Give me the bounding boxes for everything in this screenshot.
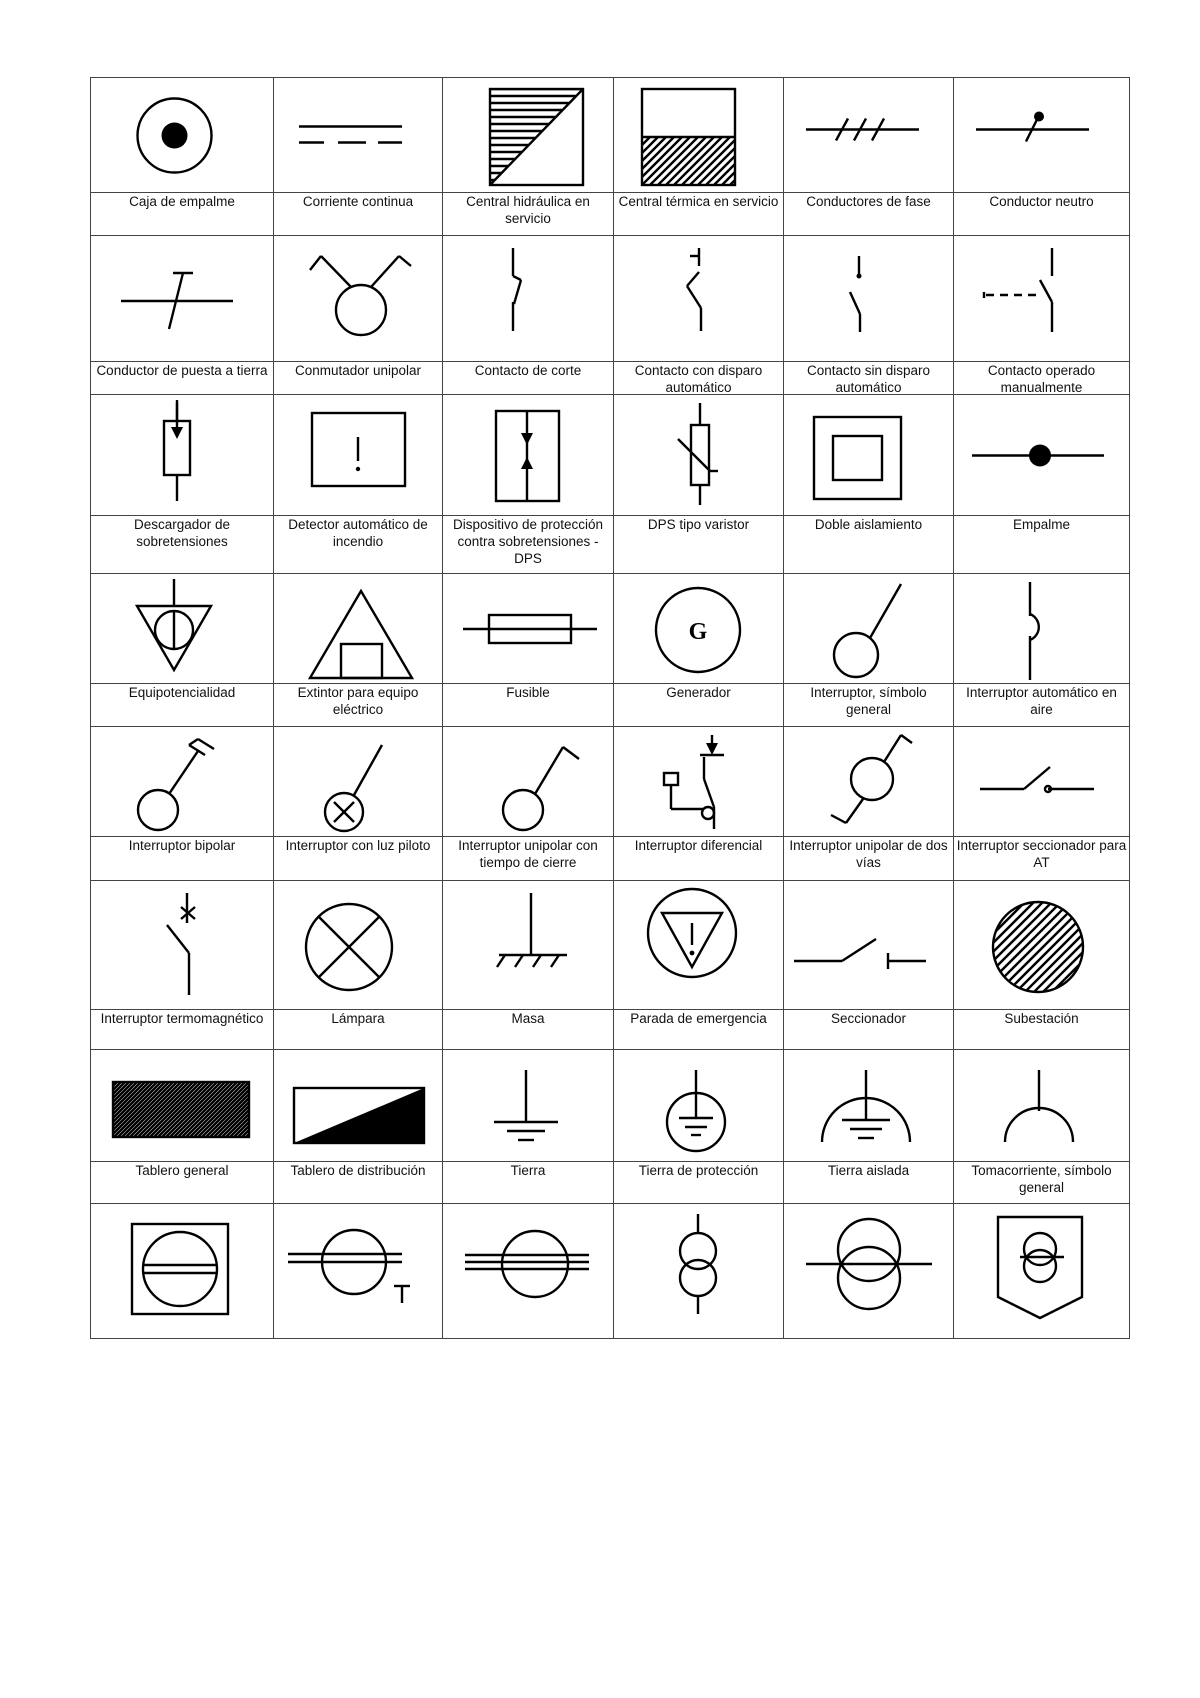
label-cell bbox=[953, 836, 1130, 881]
symbol-label: Conductor neutro bbox=[989, 194, 1094, 209]
label-cell bbox=[953, 515, 1130, 574]
symbol-cell bbox=[783, 394, 954, 516]
auto-trip-contact-icon bbox=[614, 236, 784, 362]
symbol-label: DPS tipo varistor bbox=[647, 517, 750, 532]
symbol-cell bbox=[273, 1049, 443, 1162]
symbol-label: Central hidráulica en servicio bbox=[466, 194, 590, 226]
label-cell bbox=[90, 1161, 274, 1204]
thermal-plant-icon bbox=[614, 78, 784, 193]
label-cell bbox=[442, 515, 614, 574]
symbol-cell bbox=[953, 77, 1130, 193]
symbol-label: Detector automático de incendio bbox=[288, 517, 428, 549]
generator-letter: G bbox=[688, 619, 708, 645]
label-cell bbox=[613, 1161, 784, 1204]
symbol-cell bbox=[442, 235, 614, 362]
symbol-cell bbox=[953, 573, 1130, 684]
outlet-ground-icon bbox=[274, 1204, 443, 1339]
symbol-cell bbox=[783, 235, 954, 362]
symbol-cell bbox=[783, 77, 954, 193]
extinguisher-icon bbox=[274, 574, 443, 684]
symbol-label: Contacto con disparo automático bbox=[634, 363, 763, 395]
symbol-label: Interruptor con luz piloto bbox=[285, 838, 431, 853]
symbol-cell bbox=[90, 573, 274, 684]
symbol-label: Seccionador bbox=[830, 1011, 907, 1026]
symbol-cell bbox=[613, 235, 784, 362]
label-cell bbox=[613, 836, 784, 881]
symbol-label: Interruptor automático en aire bbox=[966, 685, 1117, 717]
label-cell bbox=[90, 683, 274, 727]
label-cell bbox=[613, 683, 784, 727]
symbol-cell bbox=[953, 1049, 1130, 1162]
symbol-cell bbox=[90, 394, 274, 516]
symbol-cell bbox=[442, 573, 614, 684]
symbol-label: Tierra bbox=[510, 1163, 546, 1178]
switch-general-icon bbox=[784, 574, 954, 684]
protective-earth-icon bbox=[614, 1050, 784, 1162]
symbol-label: Interruptor unipolar de dos vías bbox=[789, 838, 948, 870]
symbol-label: Interruptor seccionador para AT bbox=[956, 838, 1127, 870]
symbol-cell bbox=[783, 1049, 954, 1162]
symbol-label: Contacto operado manualmente bbox=[987, 363, 1096, 395]
symbol-label: Fusible bbox=[506, 685, 550, 700]
label-cell bbox=[273, 192, 443, 236]
symbol-cell bbox=[953, 880, 1130, 1010]
symbol-cell bbox=[613, 1203, 784, 1339]
symbol-cell bbox=[273, 880, 443, 1010]
label-cell bbox=[953, 192, 1130, 236]
symbol-label: Dispositivo de protección contra sobretensiones - DPS bbox=[452, 517, 604, 566]
thermomagnetic-breaker-icon bbox=[91, 881, 274, 1010]
label-cell bbox=[783, 1161, 954, 1204]
symbol-cell bbox=[273, 573, 443, 684]
label-cell bbox=[273, 515, 443, 574]
symbol-label: Subestación bbox=[1004, 1011, 1079, 1026]
label-cell bbox=[90, 836, 274, 881]
symbol-label: Descargador de sobretensiones bbox=[133, 517, 231, 549]
symbol-label: Lámpara bbox=[331, 1011, 385, 1026]
hydro-plant-icon bbox=[443, 78, 614, 193]
label-cell bbox=[953, 361, 1130, 395]
hv-disconnect-switch-icon bbox=[954, 727, 1130, 837]
symbol-cell bbox=[953, 1203, 1130, 1339]
symbol-cell bbox=[613, 726, 784, 837]
pilot-light-switch-icon bbox=[274, 727, 443, 837]
symbol-cell bbox=[90, 1203, 274, 1339]
symbol-cell bbox=[442, 1049, 614, 1162]
label-cell bbox=[613, 1009, 784, 1050]
label-cell bbox=[613, 192, 784, 236]
symbol-label: Central térmica en servicio bbox=[618, 194, 779, 209]
label-cell bbox=[442, 361, 614, 395]
symbol-label: Interruptor bipolar bbox=[128, 838, 236, 853]
symbol-label: Conductor de puesta a tierra bbox=[96, 363, 268, 378]
label-cell bbox=[613, 361, 784, 395]
label-cell bbox=[273, 1161, 443, 1204]
label-cell bbox=[442, 192, 614, 236]
label-cell bbox=[783, 683, 954, 727]
symbol-label: Tierra de protección bbox=[638, 1163, 759, 1178]
symbol-cell bbox=[273, 235, 443, 362]
symbol-cell bbox=[783, 726, 954, 837]
symbol-cell bbox=[783, 573, 954, 684]
symbol-label: Interruptor termomagnético bbox=[100, 1011, 264, 1026]
transformer-icon bbox=[614, 1204, 784, 1339]
symbol-label: Parada de emergencia bbox=[630, 1011, 767, 1026]
symbol-cell bbox=[783, 1203, 954, 1339]
label-cell bbox=[442, 683, 614, 727]
symbol-cell bbox=[273, 77, 443, 193]
symbol-label: Tablero de distribución bbox=[290, 1163, 426, 1178]
label-cell bbox=[953, 1009, 1130, 1050]
fire-detector-icon bbox=[274, 395, 443, 516]
equipotential-icon bbox=[91, 574, 274, 684]
symbol-label: Extintor para equipo eléctrico bbox=[297, 685, 419, 717]
shielded-transformer-icon bbox=[954, 1204, 1130, 1339]
differential-switch-icon bbox=[614, 727, 784, 837]
manual-contact-icon bbox=[954, 236, 1130, 362]
generator-icon bbox=[614, 574, 784, 684]
label-cell bbox=[90, 192, 274, 236]
symbol-label: Doble aislamiento bbox=[814, 517, 923, 532]
symbol-cell bbox=[953, 394, 1130, 516]
symbol-cell bbox=[442, 1203, 614, 1339]
single-pole-changeover-icon bbox=[274, 236, 443, 362]
substation-icon bbox=[954, 881, 1130, 1010]
time-delay-switch-icon bbox=[443, 727, 614, 837]
label-cell bbox=[783, 192, 954, 236]
transformer-line-icon bbox=[784, 1204, 954, 1339]
label-cell bbox=[783, 515, 954, 574]
symbol-label: Equipotencialidad bbox=[128, 685, 236, 700]
junction-box-icon bbox=[91, 78, 274, 193]
distribution-panel-icon bbox=[274, 1050, 443, 1162]
surge-arrester-icon bbox=[91, 395, 274, 516]
symbol-cell bbox=[613, 573, 784, 684]
symbol-label: Generador bbox=[666, 685, 731, 700]
neutral-conductor-icon bbox=[954, 78, 1130, 193]
label-cell bbox=[442, 1161, 614, 1204]
symbol-cell bbox=[953, 726, 1130, 837]
label-cell bbox=[273, 1009, 443, 1050]
disconnector-icon bbox=[784, 881, 954, 1010]
break-contact-icon bbox=[443, 236, 614, 362]
label-cell bbox=[442, 836, 614, 881]
symbol-label: Caja de empalme bbox=[129, 194, 235, 209]
symbol-cell bbox=[613, 880, 784, 1010]
direct-current-icon bbox=[274, 78, 443, 193]
symbol-label: Tomacorriente, símbolo general bbox=[971, 1163, 1112, 1195]
lamp-icon bbox=[274, 881, 443, 1010]
symbol-label: Masa bbox=[511, 1011, 545, 1026]
label-cell bbox=[90, 361, 274, 395]
symbol-cell bbox=[783, 880, 954, 1010]
symbol-label: Contacto sin disparo automático bbox=[806, 363, 931, 395]
symbol-cell bbox=[273, 1203, 443, 1339]
emergency-stop-icon bbox=[614, 881, 784, 1010]
symbol-cell bbox=[442, 880, 614, 1010]
varistor-spd-icon bbox=[614, 395, 784, 516]
chassis-ground-icon bbox=[443, 881, 614, 1010]
air-circuit-breaker-icon bbox=[954, 574, 1130, 684]
symbol-label: Conmutador unipolar bbox=[294, 363, 422, 378]
symbol-cell bbox=[442, 77, 614, 193]
bipolar-switch-icon bbox=[91, 727, 274, 837]
symbol-label: Empalme bbox=[1012, 517, 1071, 532]
triple-line-circle-icon bbox=[443, 1204, 614, 1339]
label-cell bbox=[90, 515, 274, 574]
symbol-label: Interruptor diferencial bbox=[634, 838, 763, 853]
symbol-table bbox=[90, 77, 1129, 1338]
symbol-label: Interruptor unipolar con tiempo de cierre bbox=[458, 838, 598, 870]
symbol-label: Tablero general bbox=[135, 1163, 229, 1178]
label-cell bbox=[273, 683, 443, 727]
symbol-cell bbox=[953, 235, 1130, 362]
label-cell bbox=[783, 361, 954, 395]
double-insulation-icon bbox=[784, 395, 954, 516]
symbol-label: Conductores de fase bbox=[806, 194, 931, 209]
earth-icon bbox=[443, 1050, 614, 1162]
label-cell bbox=[442, 1009, 614, 1050]
symbol-cell bbox=[90, 235, 274, 362]
symbol-cell bbox=[273, 394, 443, 516]
no-trip-contact-icon bbox=[784, 236, 954, 362]
label-cell bbox=[273, 836, 443, 881]
symbol-cell bbox=[442, 394, 614, 516]
symbol-cell bbox=[90, 726, 274, 837]
label-cell bbox=[953, 683, 1130, 727]
phase-conductors-icon bbox=[784, 78, 954, 193]
symbol-cell bbox=[613, 77, 784, 193]
symbol-label: Corriente continua bbox=[302, 194, 414, 209]
symbol-cell bbox=[613, 394, 784, 516]
symbol-cell bbox=[273, 726, 443, 837]
symbol-label: Contacto de corte bbox=[474, 363, 582, 378]
label-cell bbox=[273, 361, 443, 395]
two-way-switch-icon bbox=[784, 727, 954, 837]
splice-icon bbox=[954, 395, 1130, 516]
symbol-cell bbox=[442, 726, 614, 837]
outlet-icon bbox=[954, 1050, 1130, 1162]
symbol-cell bbox=[613, 1049, 784, 1162]
isolated-earth-icon bbox=[784, 1050, 954, 1162]
symbol-cell bbox=[90, 77, 274, 193]
label-cell bbox=[783, 836, 954, 881]
label-cell bbox=[783, 1009, 954, 1050]
symbol-cell bbox=[90, 880, 274, 1010]
symbol-cell bbox=[90, 1049, 274, 1162]
label-cell bbox=[90, 1009, 274, 1050]
symbol-label: Tierra aislada bbox=[827, 1163, 910, 1178]
fuse-icon bbox=[443, 574, 614, 684]
surge-protection-device-icon bbox=[443, 395, 614, 516]
label-cell bbox=[613, 515, 784, 574]
label-cell bbox=[953, 1161, 1130, 1204]
symbol-label: Interruptor, símbolo general bbox=[810, 685, 927, 717]
main-panel-icon bbox=[91, 1050, 274, 1162]
ground-conductor-icon bbox=[91, 236, 274, 362]
boxed-outlet-icon bbox=[91, 1204, 274, 1339]
